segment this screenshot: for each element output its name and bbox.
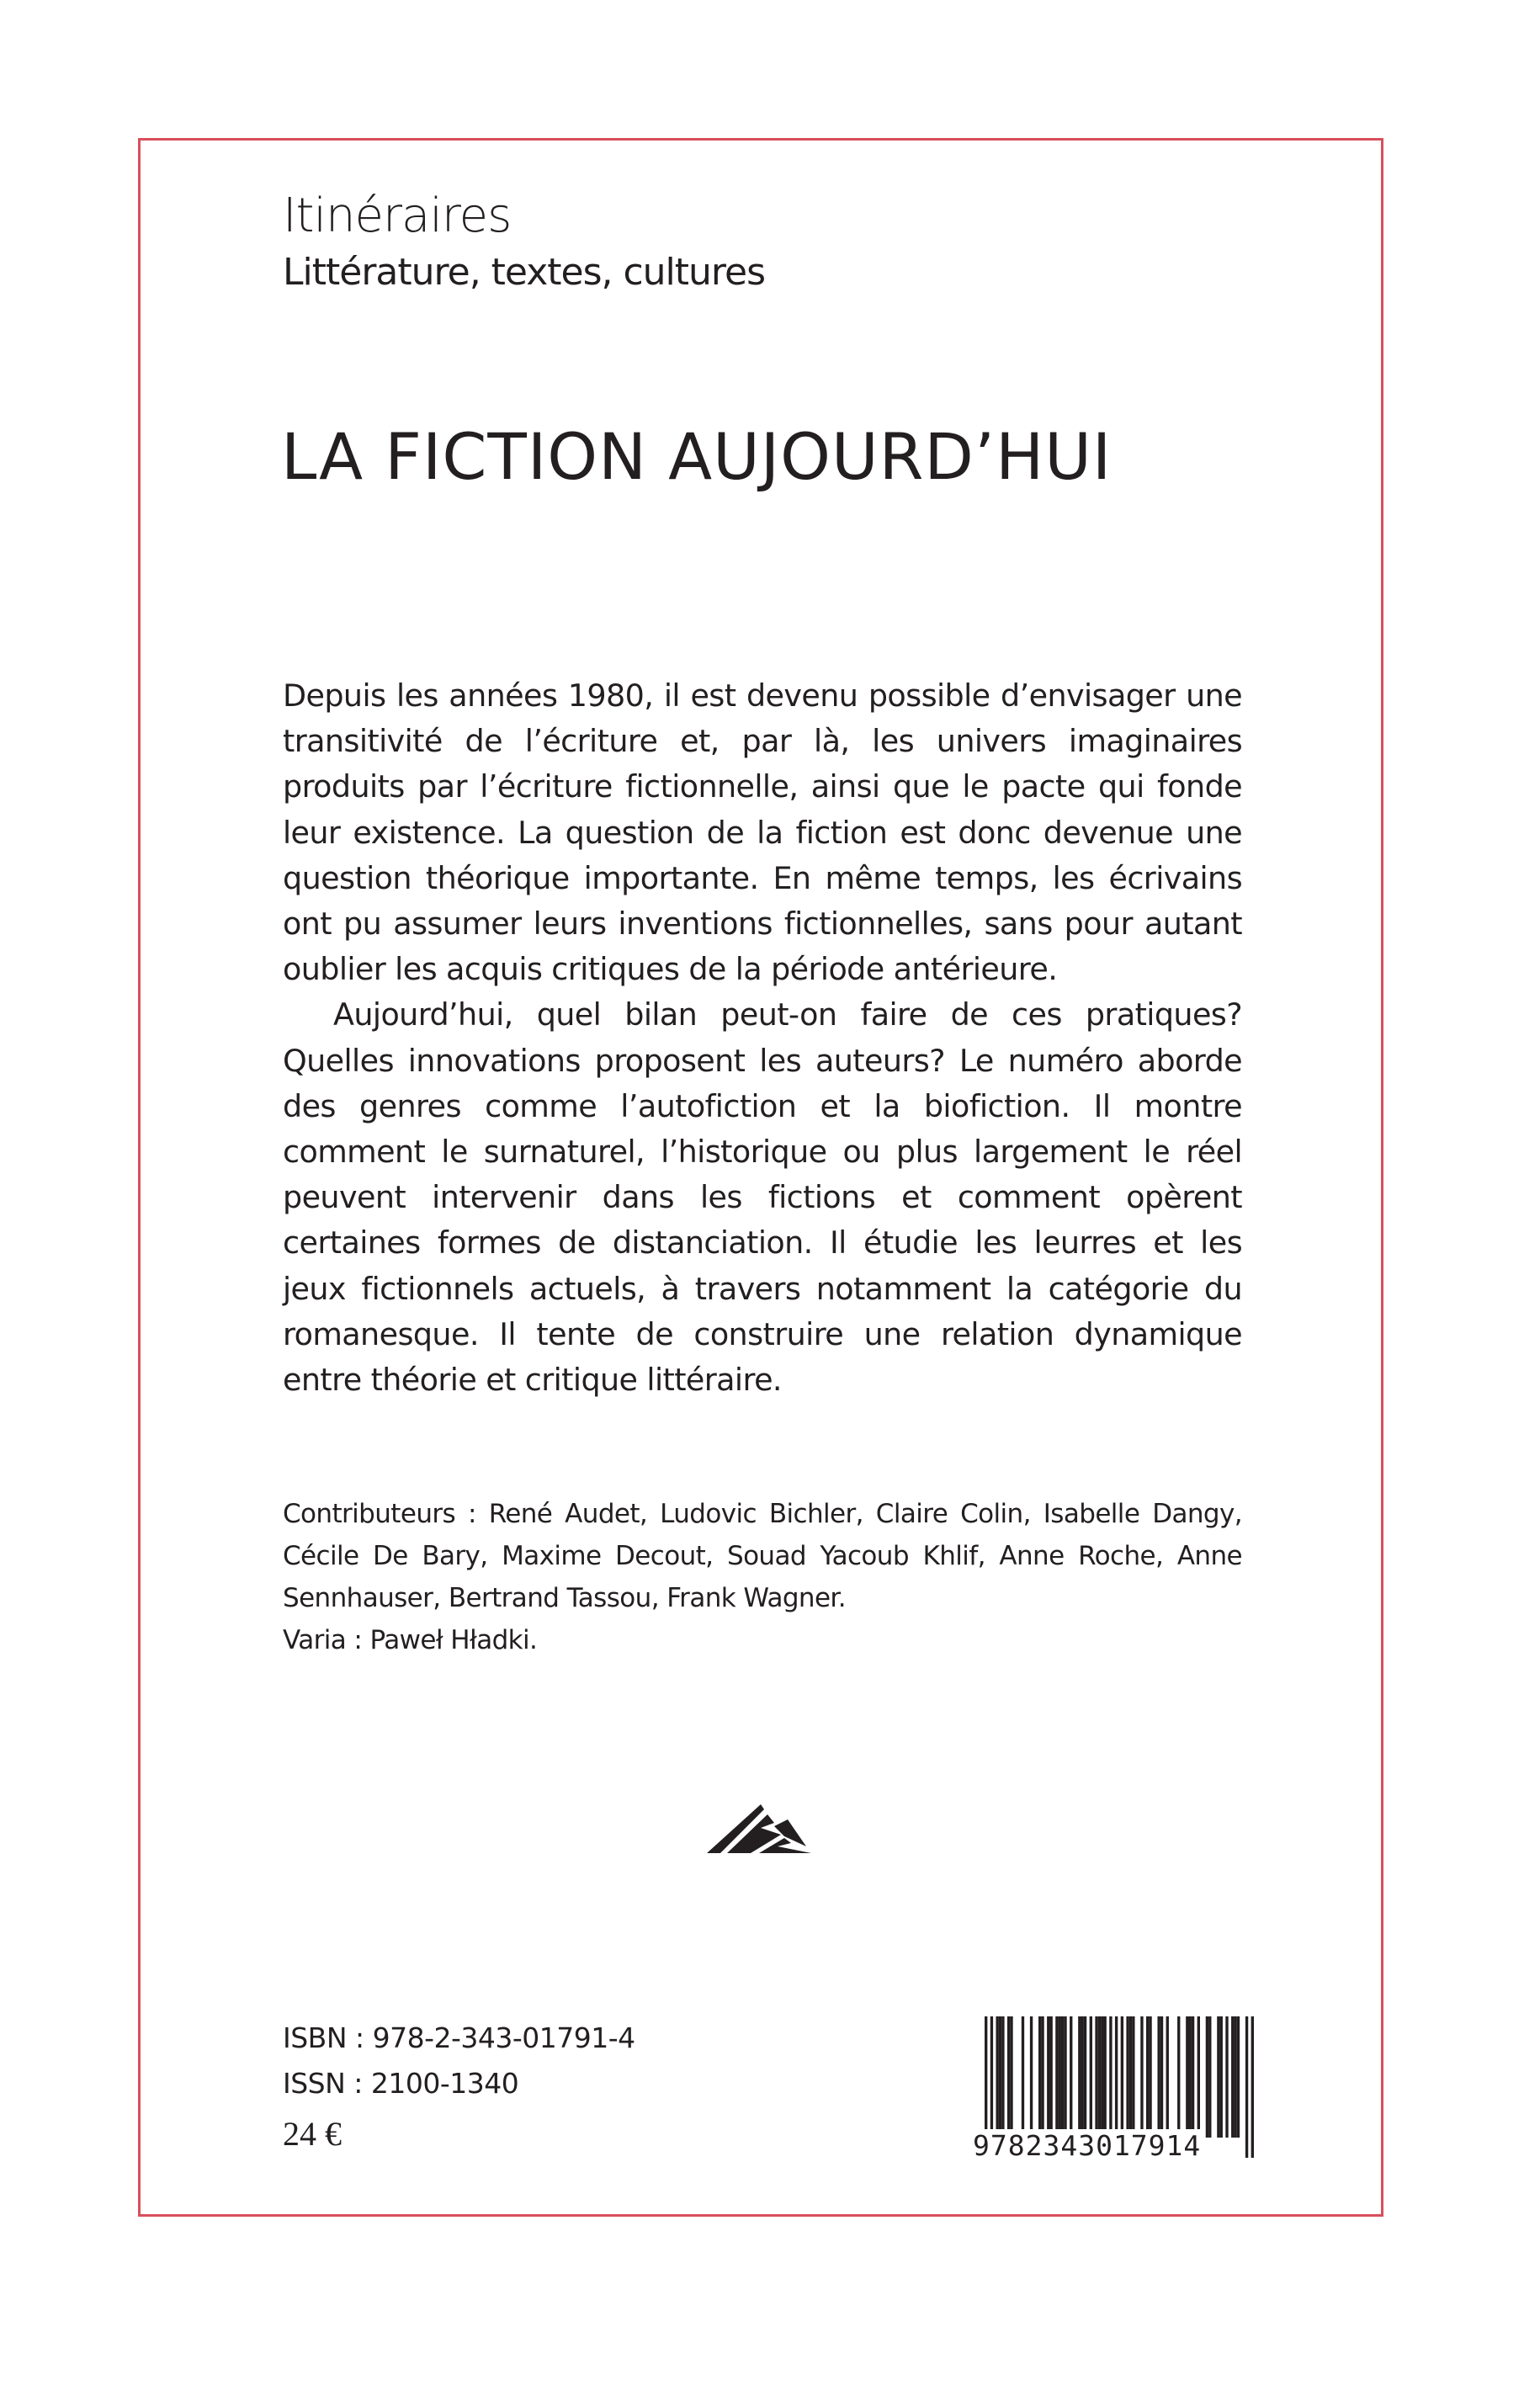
issn-text: ISSN : 2100-1340 (283, 2067, 519, 2100)
barcode-bar (1160, 2016, 1163, 2138)
barcode-bar (996, 2016, 998, 2138)
barcode-bar (1070, 2016, 1072, 2138)
barcode-bar (1129, 2016, 1132, 2138)
barcode-bar (1132, 2016, 1134, 2138)
barcode-bar (1220, 2016, 1223, 2138)
barcode-bar (1049, 2016, 1052, 2138)
barcode-bar (1101, 2016, 1103, 2138)
identifiers (283, 2016, 635, 2106)
barcode-number: 9782343017914 (973, 2129, 1202, 2162)
book-title: LA FICTION AUJOURD’HUI (281, 419, 1113, 494)
barcode-bar (1090, 2016, 1092, 2138)
barcode-bar (1231, 2016, 1234, 2138)
barcode-bar (1059, 2016, 1061, 2138)
barcode-bar (1084, 2016, 1086, 2138)
series-subtitle: Littérature, textes, cultures (283, 251, 766, 294)
barcode-bar (1126, 2016, 1128, 2138)
barcode-bar (1081, 2016, 1084, 2138)
barcode-bar (1103, 2016, 1106, 2138)
contributors-block (283, 1493, 1242, 1661)
barcode-bar (1237, 2016, 1240, 2138)
barcode-bar (1157, 2016, 1160, 2138)
barcode-bar (1095, 2016, 1097, 2138)
barcode-bar (1098, 2016, 1101, 2138)
isbn-text: ISBN : 978-2-343-01791-4 (283, 2021, 635, 2054)
barcode-bar (1010, 2016, 1012, 2138)
barcode-bar (1206, 2016, 1208, 2138)
price: 24 € (283, 2115, 342, 2153)
barcode-bar (1166, 2016, 1169, 2138)
barcode-bar (1186, 2016, 1188, 2138)
barcode-bar (1197, 2016, 1200, 2138)
barcode-bar (1022, 2016, 1024, 2138)
barcode-bar (1064, 2016, 1066, 2138)
barcode-bar (1208, 2016, 1211, 2138)
barcode-bar (1217, 2016, 1219, 2138)
publisher-logo-icon (707, 1801, 813, 1860)
barcode-bar (1177, 2016, 1180, 2138)
varia-line: Varia : Paweł Hładki. (283, 1625, 538, 1655)
blurb (283, 673, 1242, 1403)
barcode-bar (1047, 2016, 1049, 2138)
barcode-bar (1061, 2016, 1064, 2138)
barcode-bar (1030, 2016, 1033, 2138)
barcode-bar (1189, 2016, 1192, 2138)
barcode-bar (1225, 2016, 1228, 2138)
barcode-bar (1041, 2016, 1043, 2138)
barcode-bar (1078, 2016, 1081, 2138)
barcode-bar (1140, 2016, 1143, 2138)
barcode-bar (1001, 2016, 1004, 2138)
barcode-bar (1038, 2016, 1041, 2138)
barcode-bar (1149, 2016, 1151, 2138)
barcode-bar (1007, 2016, 1010, 2138)
barcode-bar (1146, 2016, 1149, 2138)
barcode-digits (972, 2129, 1262, 2162)
barcode-bar (1234, 2016, 1236, 2138)
contributors-list: Contributeurs : René Audet, Ludovic Bichler, Claire Colin, Isabelle Dangy, Cécile De Bary, Maxime Decout, Souad Yacoub Khlif, Anne Roche, Anne Sennhauser, Bertrand Tassou, Frank Wagner. (283, 1499, 1242, 1613)
barcode-bar (1109, 2016, 1112, 2138)
barcode-bar (1192, 2016, 1194, 2138)
blurb-paragraph-1: Depuis les années 1980, il est devenu possible d’envisager une transitivité de l’écriture et, par là, les univers imaginaires produits par l’écriture fictionnelle, ainsi que le pacte qui fonde leur existence. La question de la fiction est donc devenue une question théorique importante. En même temps, les écrivains ont pu assumer leurs inventions fictionnelles, sans pour autant oublier les acquis critiques de la période antérieure. (283, 677, 1242, 988)
series-name: Itinéraires (283, 189, 512, 243)
barcode-bar (999, 2016, 1001, 2138)
blurb-paragraph-2: Aujourd’hui, quel bilan peut-on faire de ces pratiques? Quelles innovations proposent les auteurs? Le numéro aborde des genres comme l’autofiction et la biofiction. Il montre comment le surnaturel, l’historique ou plus largement le réel peuvent intervenir dans les fictions et comment opèrent certaines formes de distanciation. Il étudie les leurres et les jeux fictionnels actuels, à travers notamment la catégorie du romanesque. Il tente de construire une relation dynamique entre théorie et critique littéraire. (283, 996, 1242, 1399)
barcode-bar (1055, 2016, 1058, 2138)
